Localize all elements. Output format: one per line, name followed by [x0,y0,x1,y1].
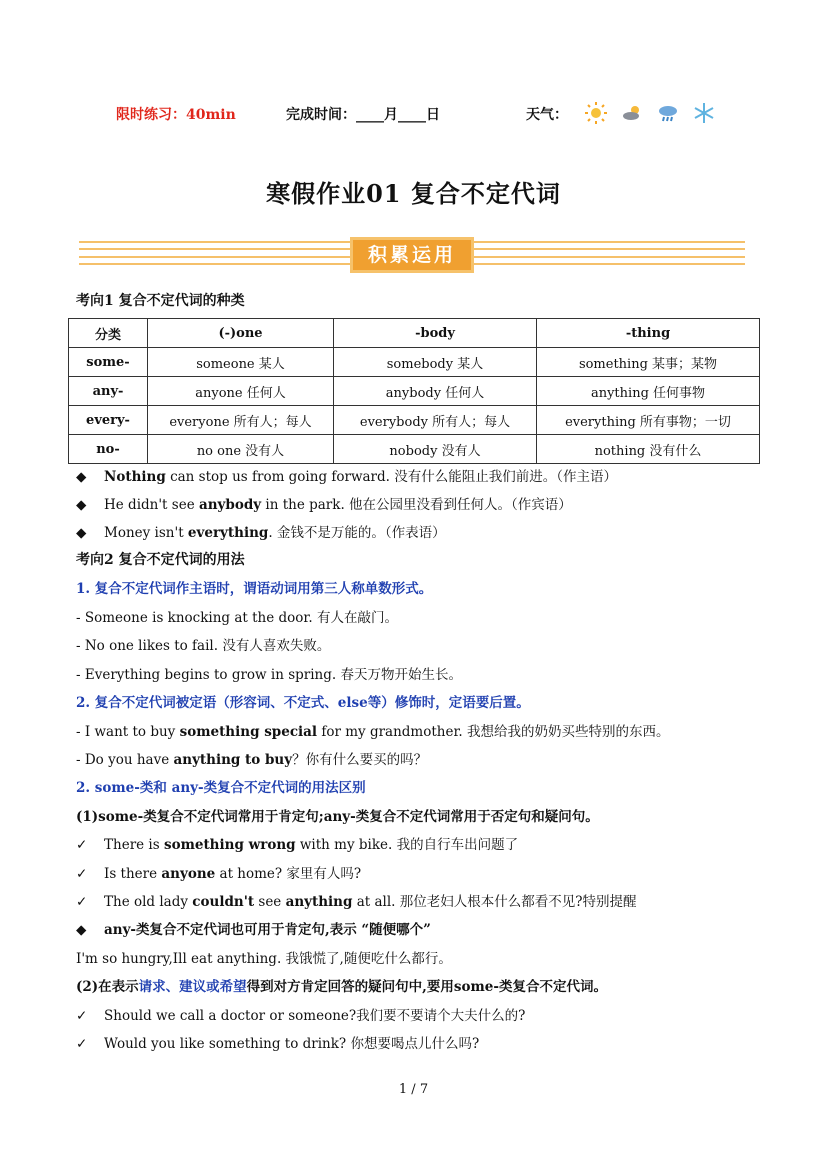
rule1-example: - Everything begins to grow in spring. 春天万物开始生长。 [76,667,462,683]
diamond-bullet-icon: ◆ [76,497,87,513]
table-header-cell: (-)one [148,319,334,348]
weather-label: 天气： [526,107,568,123]
rain-icon [656,101,680,125]
table-row [69,377,760,406]
diamond-bullet-icon: ◆ [76,525,87,541]
table-cell: nothing 没有什么 [537,435,760,464]
rule1-example: - Someone is knocking at the door. 有人在敲门。 [76,610,398,626]
table-cell: everyone 所有人；每人 [148,406,334,435]
page-title: 寒假作业01 复合不定代词 [266,179,561,208]
finish-time: 完成时间：____月____日 [286,107,440,123]
table-header-cell: -thing [537,319,760,348]
note-example: I'm so hungry,Ill eat anything. 我饿慌了,随便吃什么都行。 [76,951,452,967]
table-row [69,406,760,435]
time-limit: 限时练习：40min [116,107,236,123]
rule-3: 2. some-类和 any-类复合不定代词的用法区别 [76,780,366,796]
rule2-example: - Do you have anything to buy？你有什么要买的吗？ [76,752,428,768]
diamond-bullet-icon: ◆ [76,469,87,485]
checkmark-icon: ✓ [76,1008,88,1024]
table-cell: something 某事；某物 [537,348,760,377]
table-cell: no- [69,435,148,464]
note-item: ◆ any-类复合不定代词也可用于肯定句,表示 “随便哪个” [76,922,431,938]
checkmark-icon: ✓ [76,894,88,910]
rule-1: 1. 复合不定代词作主语时，谓语动词用第三人称单数形式。 [76,581,433,597]
rule2-example: - I want to buy something special for my grandmother. 我想给我的奶奶买些特别的东西。 [76,724,670,740]
table-cell: anybody 任何人 [334,377,537,406]
table-cell: everything 所有事物；一切 [537,406,760,435]
table-cell: somebody 某人 [334,348,537,377]
section-banner: 积累运用 [350,237,474,273]
example-item: ◆ Money isn't everything. 金钱不是万能的。（作表语） [76,525,446,541]
diamond-bullet-icon: ◆ [76,922,87,938]
section2-heading: 考向2 复合不定代词的用法 [76,552,245,568]
table-cell: anyone 任何人 [148,377,334,406]
check-item: ✓ There is something wrong with my bike. 我的自行车出问题了 [76,837,519,853]
check-item: ✓ Is there anyone at home? 家里有人吗? [76,866,362,882]
table-cell: someone 某人 [148,348,334,377]
cloudy-icon [620,101,644,125]
rule-2: 2. 复合不定代词被定语（形容词、不定式、else等）修饰时，定语要后置。 [76,695,530,711]
table-cell: any- [69,377,148,406]
table-cell: everybody 所有人；每人 [334,406,537,435]
table-row [69,348,760,377]
example-item: ◆ He didn't see anybody in the park. 他在公园里没看到任何人。（作宾语） [76,497,572,513]
section1-heading: 考向1 复合不定代词的种类 [76,293,245,309]
checkmark-icon: ✓ [76,1036,88,1052]
table-cell: every- [69,406,148,435]
table-header-cell: 分类 [69,319,148,348]
rule3-sub2: (2)在表示请求、建议或希望得到对方肯定回答的疑问句中,要用some-类复合不定代词。 [76,979,607,995]
table-cell: nobody 没有人 [334,435,537,464]
checkmark-icon: ✓ [76,837,88,853]
table-row [69,435,760,464]
example-item: ◆ Nothing can stop us from going forward. 没有什么能阻止我们前进。（作主语） [76,469,617,485]
table-cell: anything 任何事物 [537,377,760,406]
pronoun-table [68,318,760,464]
table-header-row [69,319,760,348]
checkmark-icon: ✓ [76,866,88,882]
table-header-cell: -body [334,319,537,348]
check-item: ✓ The old lady couldn't see anything at all. 那位老妇人根本什么都看不见?特别提醒 [76,894,637,910]
snow-icon [692,101,716,125]
rule1-example: - No one likes to fail. 没有人喜欢失败。 [76,638,331,654]
table-cell: some- [69,348,148,377]
rule3-sub1: (1)some-类复合不定代词常用于肯定句;any-类复合不定代词常用于否定句和疑问句。 [76,809,599,825]
page-header [0,104,827,126]
table-cell: no one 没有人 [148,435,334,464]
check-item: ✓ Should we call a doctor or someone?我们要不要请个大夫什么的? [76,1008,526,1024]
sunny-icon [584,101,608,125]
check-item: ✓ Would you like something to drink? 你想要喝点儿什么吗? [76,1036,480,1052]
page-number: 1 / 7 [398,1082,429,1097]
